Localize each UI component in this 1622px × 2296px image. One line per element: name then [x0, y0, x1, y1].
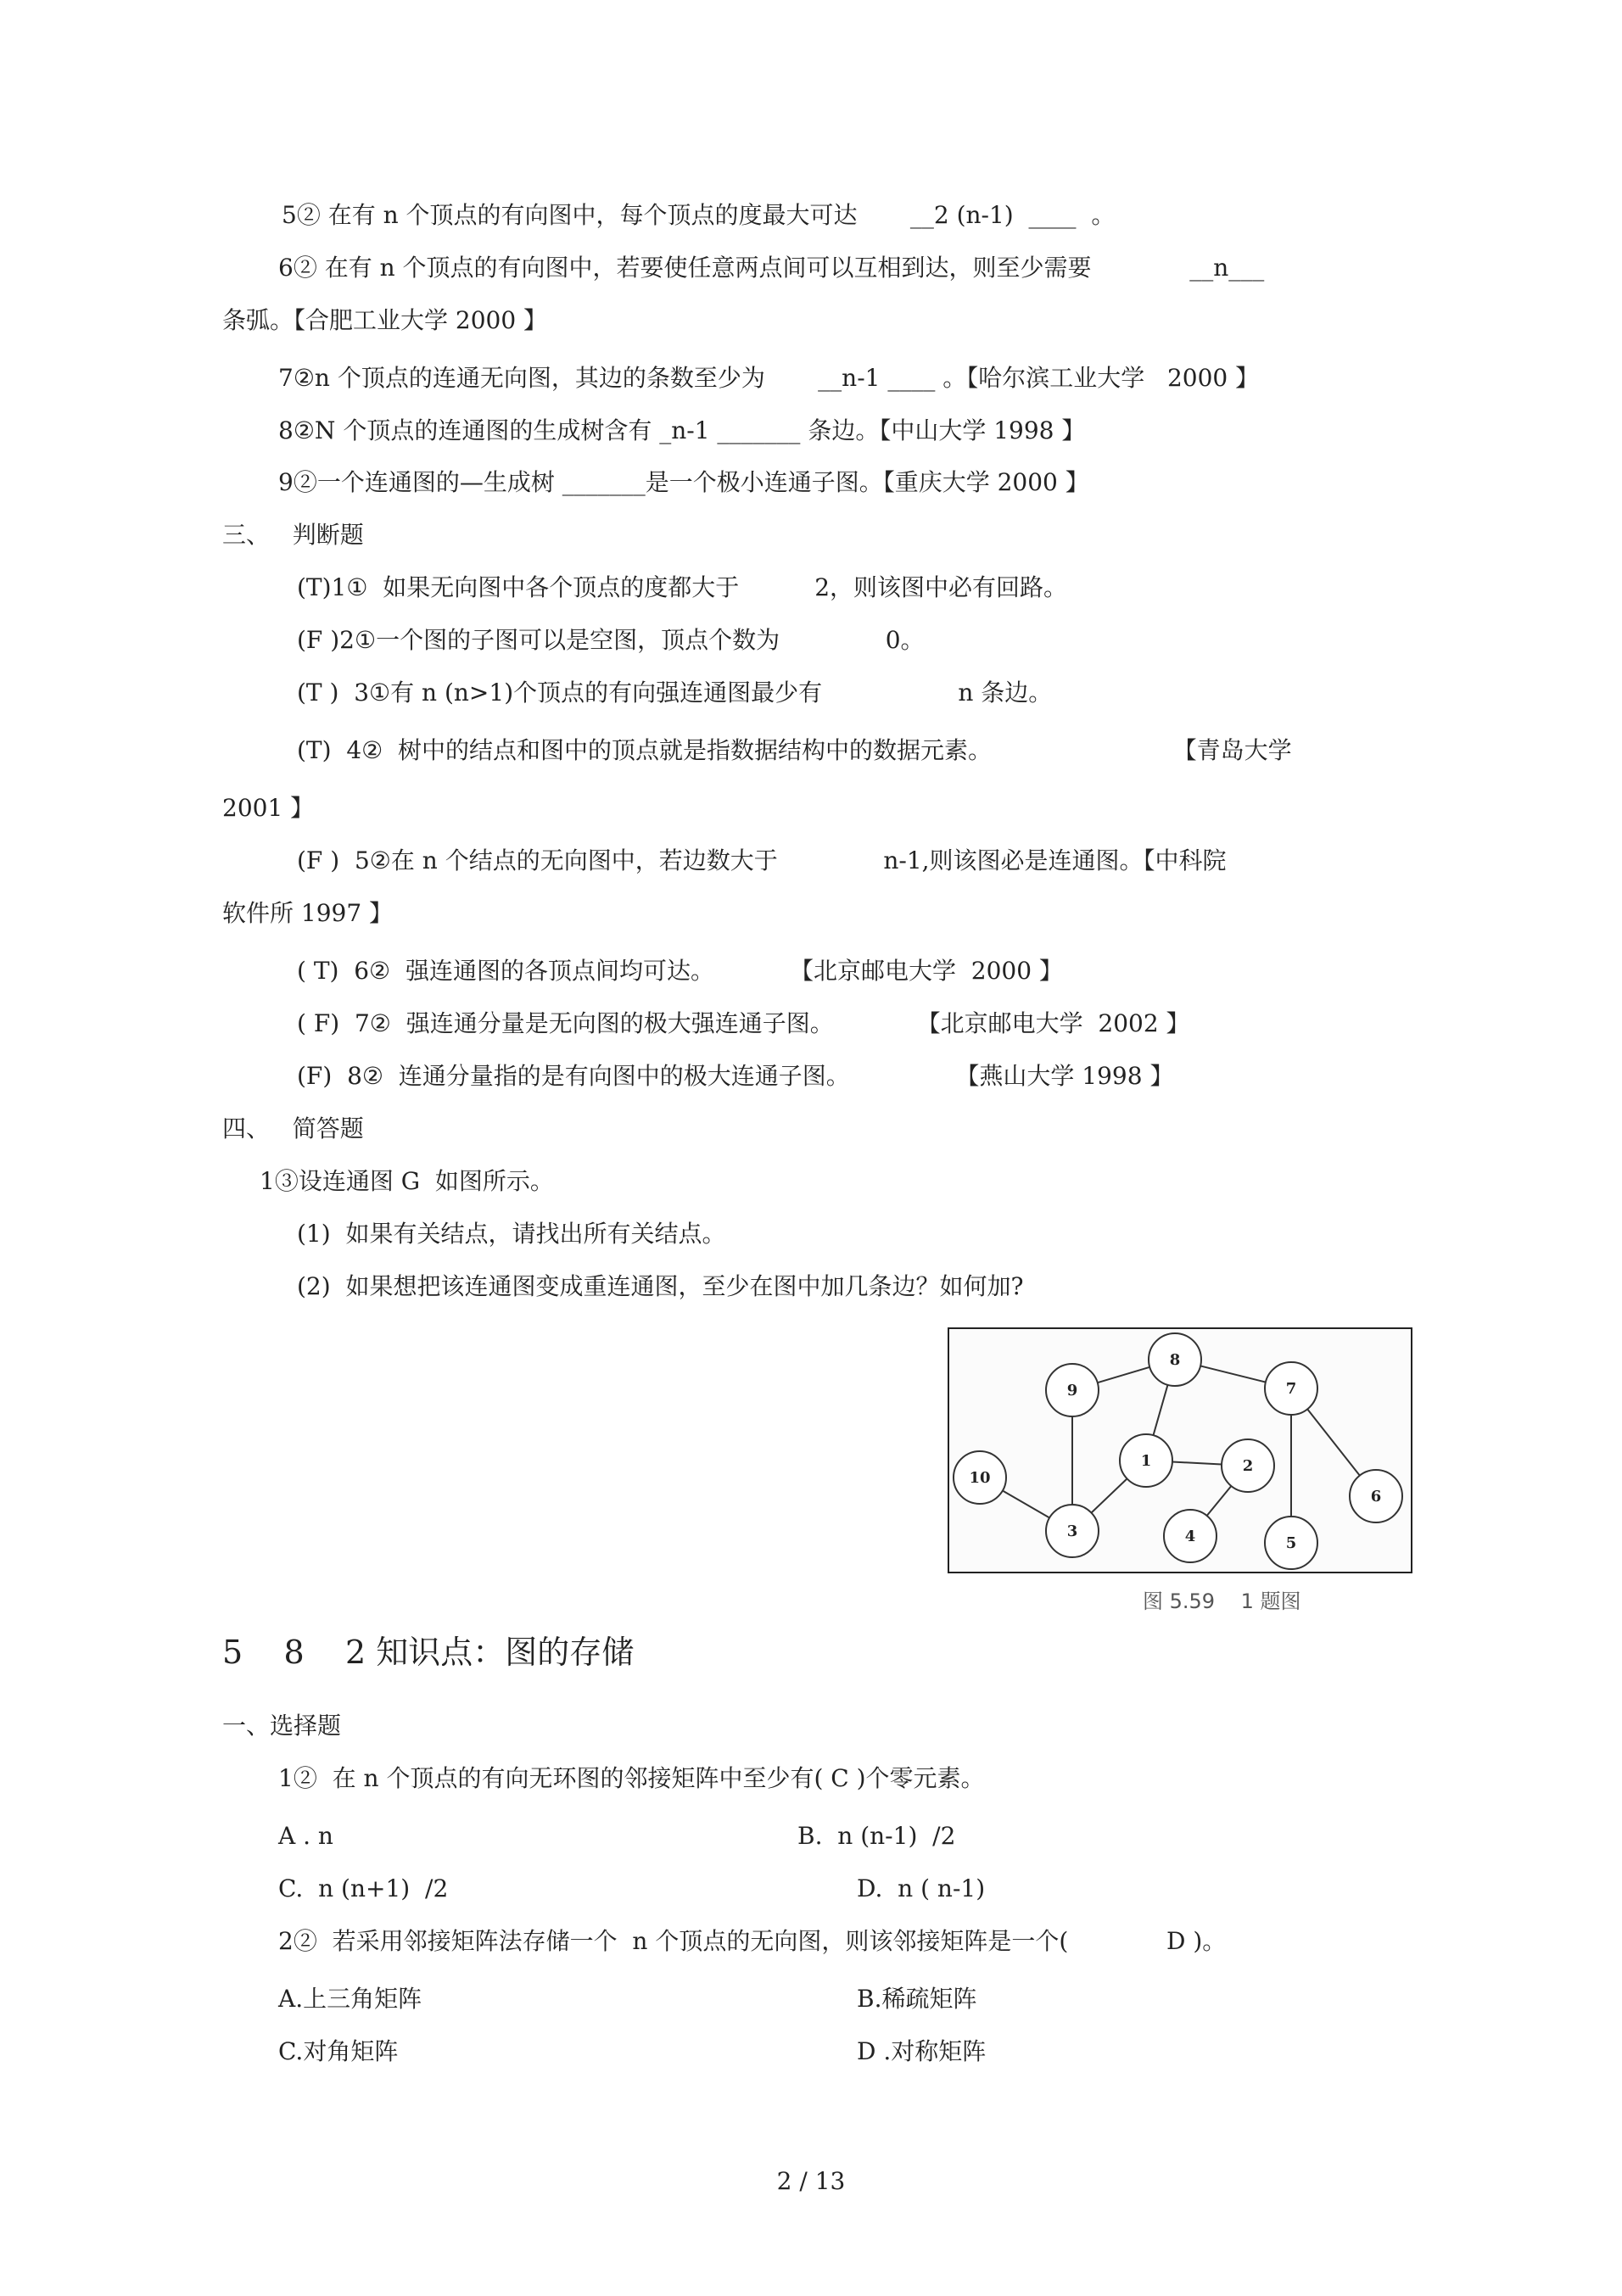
storage-section-title: 一、选择题 [222, 1712, 342, 1740]
storage-question-1-option-c: C. n (n+1) /2 [278, 1874, 449, 1902]
storage-question-2-option-d: D .对称矩阵 [857, 2037, 987, 2065]
judgment-question-2: (F )2①一个图的子图可以是空图，顶点个数为 0。 [297, 626, 925, 654]
judgment-question-8: (F) 8② 连通分量指的是有向图中的极大连通子图。 【燕山大学 1998 】 [297, 1062, 1174, 1090]
graph-node-label-10: 10 [969, 1469, 991, 1487]
graph-node-label-4: 4 [1184, 1528, 1196, 1545]
graph-node-label-3: 3 [1066, 1522, 1078, 1540]
short-answer-part-2: (2) 如果想把该连通图变成重连通图，至少在图中加几条边？如何加? [297, 1272, 1024, 1300]
storage-question-1-option-b: B. n (n-1) /2 [797, 1822, 956, 1850]
storage-question-2-option-b: B.稀疏矩阵 [857, 1985, 977, 2013]
judgment-question-1: (T)1① 如果无向图中各个顶点的度都大于 2，则该图中必有回路。 [297, 573, 1068, 601]
section-four-title: 四、 简答题 [222, 1114, 364, 1142]
judgment-question-4-cont: 2001 】 [222, 794, 315, 822]
storage-question-2: 2② 若采用邻接矩阵法存储一个 n 个顶点的无向图，则该邻接矩阵是一个( D )。 [278, 1927, 1227, 1955]
judgment-question-7: ( F) 7② 强连通分量是无向图的极大强连通子图。 【北京邮电大学 2002 】 [297, 1009, 1190, 1037]
short-answer-question-1: 1③设连通图 G 如图所示。 [260, 1167, 554, 1195]
short-answer-part-1: (1) 如果有关结点，请找出所有关结点。 [297, 1220, 726, 1248]
graph-node-label-6: 6 [1370, 1488, 1382, 1506]
fill-question-7: 7②n 个顶点的连通无向图，其边的条数至少为 __n-1 ____ 。【哈尔滨工业大学 2000 】 [278, 364, 1260, 392]
graph-figure [948, 1327, 1412, 1573]
graph-node-label-7: 7 [1285, 1380, 1297, 1398]
fill-question-9: 9②一个连通图的—生成树 _______是一个极小连通子图。【重庆大学 2000 】 [278, 468, 1089, 496]
fill-question-8: 8②N 个顶点的连通图的生成树含有 _n-1 _______ 条边。【中山大学 1998 】 [278, 416, 1086, 444]
graph-node-label-1: 1 [1140, 1452, 1152, 1470]
graph-node-label-9: 9 [1066, 1382, 1078, 1399]
graph-node-label-8: 8 [1169, 1351, 1181, 1369]
judgment-question-4: (T) 4② 树中的结点和图中的顶点就是指数据结构中的数据元素。 【青岛大学 [297, 736, 1292, 764]
storage-question-2-option-a: A.上三角矩阵 [278, 1985, 422, 2013]
section-three-title: 三、 判断题 [222, 521, 364, 549]
storage-question-1-option-d: D. n ( n-1) [857, 1874, 986, 1902]
figure-caption: 图 5.59 1 题图 [1143, 1589, 1301, 1613]
storage-question-1: 1② 在 n 个顶点的有向无环图的邻接矩阵中至少有( C )个零元素。 [278, 1764, 985, 1792]
fill-question-5: 5② 在有 n 个顶点的有向图中，每个顶点的度最大可达 __2 (n-1) ____ 。 [282, 201, 1116, 229]
storage-question-1-option-a: A . n [278, 1822, 333, 1850]
judgment-question-3: (T ) 3①有 n (n>1)个顶点的有向强连通图最少有 n 条边。 [297, 679, 1053, 707]
judgment-question-5: (F ) 5②在 n 个结点的无向图中，若边数大于 n-1,则该图必是连通图。【中科院 [297, 846, 1227, 874]
graph-node-label-5: 5 [1285, 1534, 1297, 1552]
page-number: 2 / 13 [776, 2167, 846, 2195]
section-heading: 5 8 2 知识点：图的存储 [222, 1634, 635, 1671]
graph-node-label-2: 2 [1242, 1457, 1254, 1475]
storage-question-2-option-c: C.对角矩阵 [278, 2037, 399, 2065]
fill-question-6-cont: 条弧。【合肥工业大学 2000 】 [222, 306, 548, 334]
judgment-question-5-cont: 软件所 1997 】 [222, 899, 394, 927]
fill-question-6: 6② 在有 n 个顶点的有向图中，若要使任意两点间可以互相到达，则至少需要 __n___ [278, 254, 1265, 282]
judgment-question-6: ( T) 6② 强连通图的各顶点间均可达。 【北京邮电大学 2000 】 [297, 957, 1063, 985]
